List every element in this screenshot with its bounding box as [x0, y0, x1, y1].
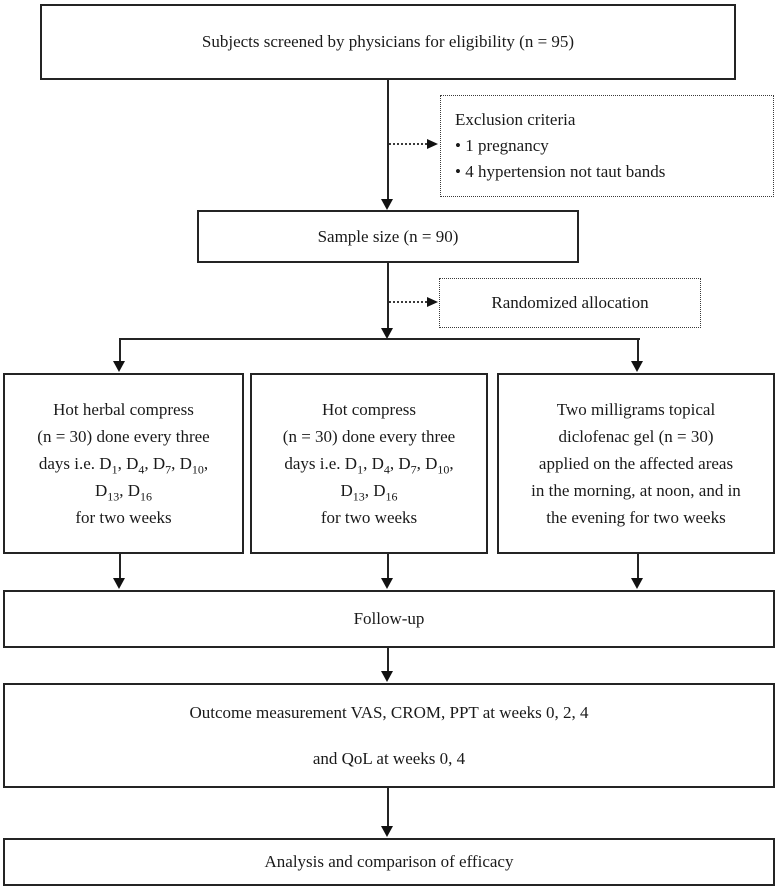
- arrow-hot-to-followup-head: [381, 578, 393, 589]
- arrow-branch-to-herbal-head: [113, 361, 125, 372]
- node-sample-size-label: Sample size (n = 90): [317, 226, 459, 246]
- node-followup-label: Follow-up: [353, 609, 425, 628]
- arrow-followup-to-outcome-head: [381, 671, 393, 682]
- arrow-to-randomized-head: [427, 297, 438, 307]
- node-screened-label: Subjects screened by physicians for eligibility (n = 95): [201, 32, 575, 51]
- arrow-diclofenac-to-followup-line: [637, 554, 639, 579]
- node-arm-diclofenac-gel: Two milligrams topical diclofenac gel (n = 30) applied on the affected areas in the morning, at noon, and in the evening for two weeks: [497, 373, 775, 554]
- arrow-outcome-to-analysis-line: [387, 788, 389, 827]
- arrow-to-exclusion-line: [389, 143, 427, 145]
- node-analysis: [3, 838, 775, 886]
- node-arm-herbal-compress: Hot herbal compress (n = 30) done every three days i.e. $D_1$, $D_4$, $D_7$, $D_{10}$, $D_{13}$, $D_{16}$ for two weeks: [3, 373, 244, 554]
- node-randomized-label: Randomized allocation: [491, 293, 649, 312]
- arrow-herbal-to-followup-head: [113, 578, 125, 589]
- node-outcome-line-2: and QoL at weeks 0, 4: [312, 748, 466, 768]
- node-randomized: [439, 278, 701, 328]
- arrow-sample-to-branch-line: [387, 263, 389, 329]
- arrow-followup-to-outcome-line: [387, 648, 389, 672]
- arrow-to-randomized-line: [389, 301, 427, 303]
- arrow-branch-to-diclofenac-line: [637, 340, 639, 362]
- node-followup: [3, 590, 775, 648]
- arrow-branch-to-herbal-line: [119, 340, 121, 362]
- node-arm-hot-compress: Hot compress (n = 30) done every three days i.e. $D_1$, $D_4$, $D_7$, $D_{10}$, $D_{13}$, $D_{16}$ for two weeks: [250, 373, 488, 554]
- arrow-diclofenac-to-followup-head: [631, 578, 643, 589]
- exclusion-items: • 1 pregnancy • 4 hypertension not taut bands: [455, 136, 666, 181]
- node-screened: [40, 4, 736, 80]
- arrow-outcome-to-analysis-head: [381, 826, 393, 837]
- node-sample-size: [197, 210, 579, 263]
- arrow-screened-to-sample-head: [381, 199, 393, 210]
- exclusion-title: Exclusion criteria: [455, 110, 576, 129]
- node-exclusion: [440, 95, 774, 197]
- arrow-herbal-to-followup-line: [119, 554, 121, 579]
- arrow-hot-to-followup-line: [387, 554, 389, 579]
- branch-line: [119, 338, 640, 340]
- arrow-to-exclusion-head: [427, 139, 438, 149]
- node-outcome: [3, 683, 775, 788]
- arrow-branch-to-diclofenac-head: [631, 361, 643, 372]
- node-outcome-line-1: Outcome measurement VAS, CROM, PPT at weeks 0, 2, 4: [189, 702, 589, 722]
- node-analysis-label: Analysis and comparison of efficacy: [264, 852, 514, 871]
- arrow-screened-to-sample-line: [387, 80, 389, 201]
